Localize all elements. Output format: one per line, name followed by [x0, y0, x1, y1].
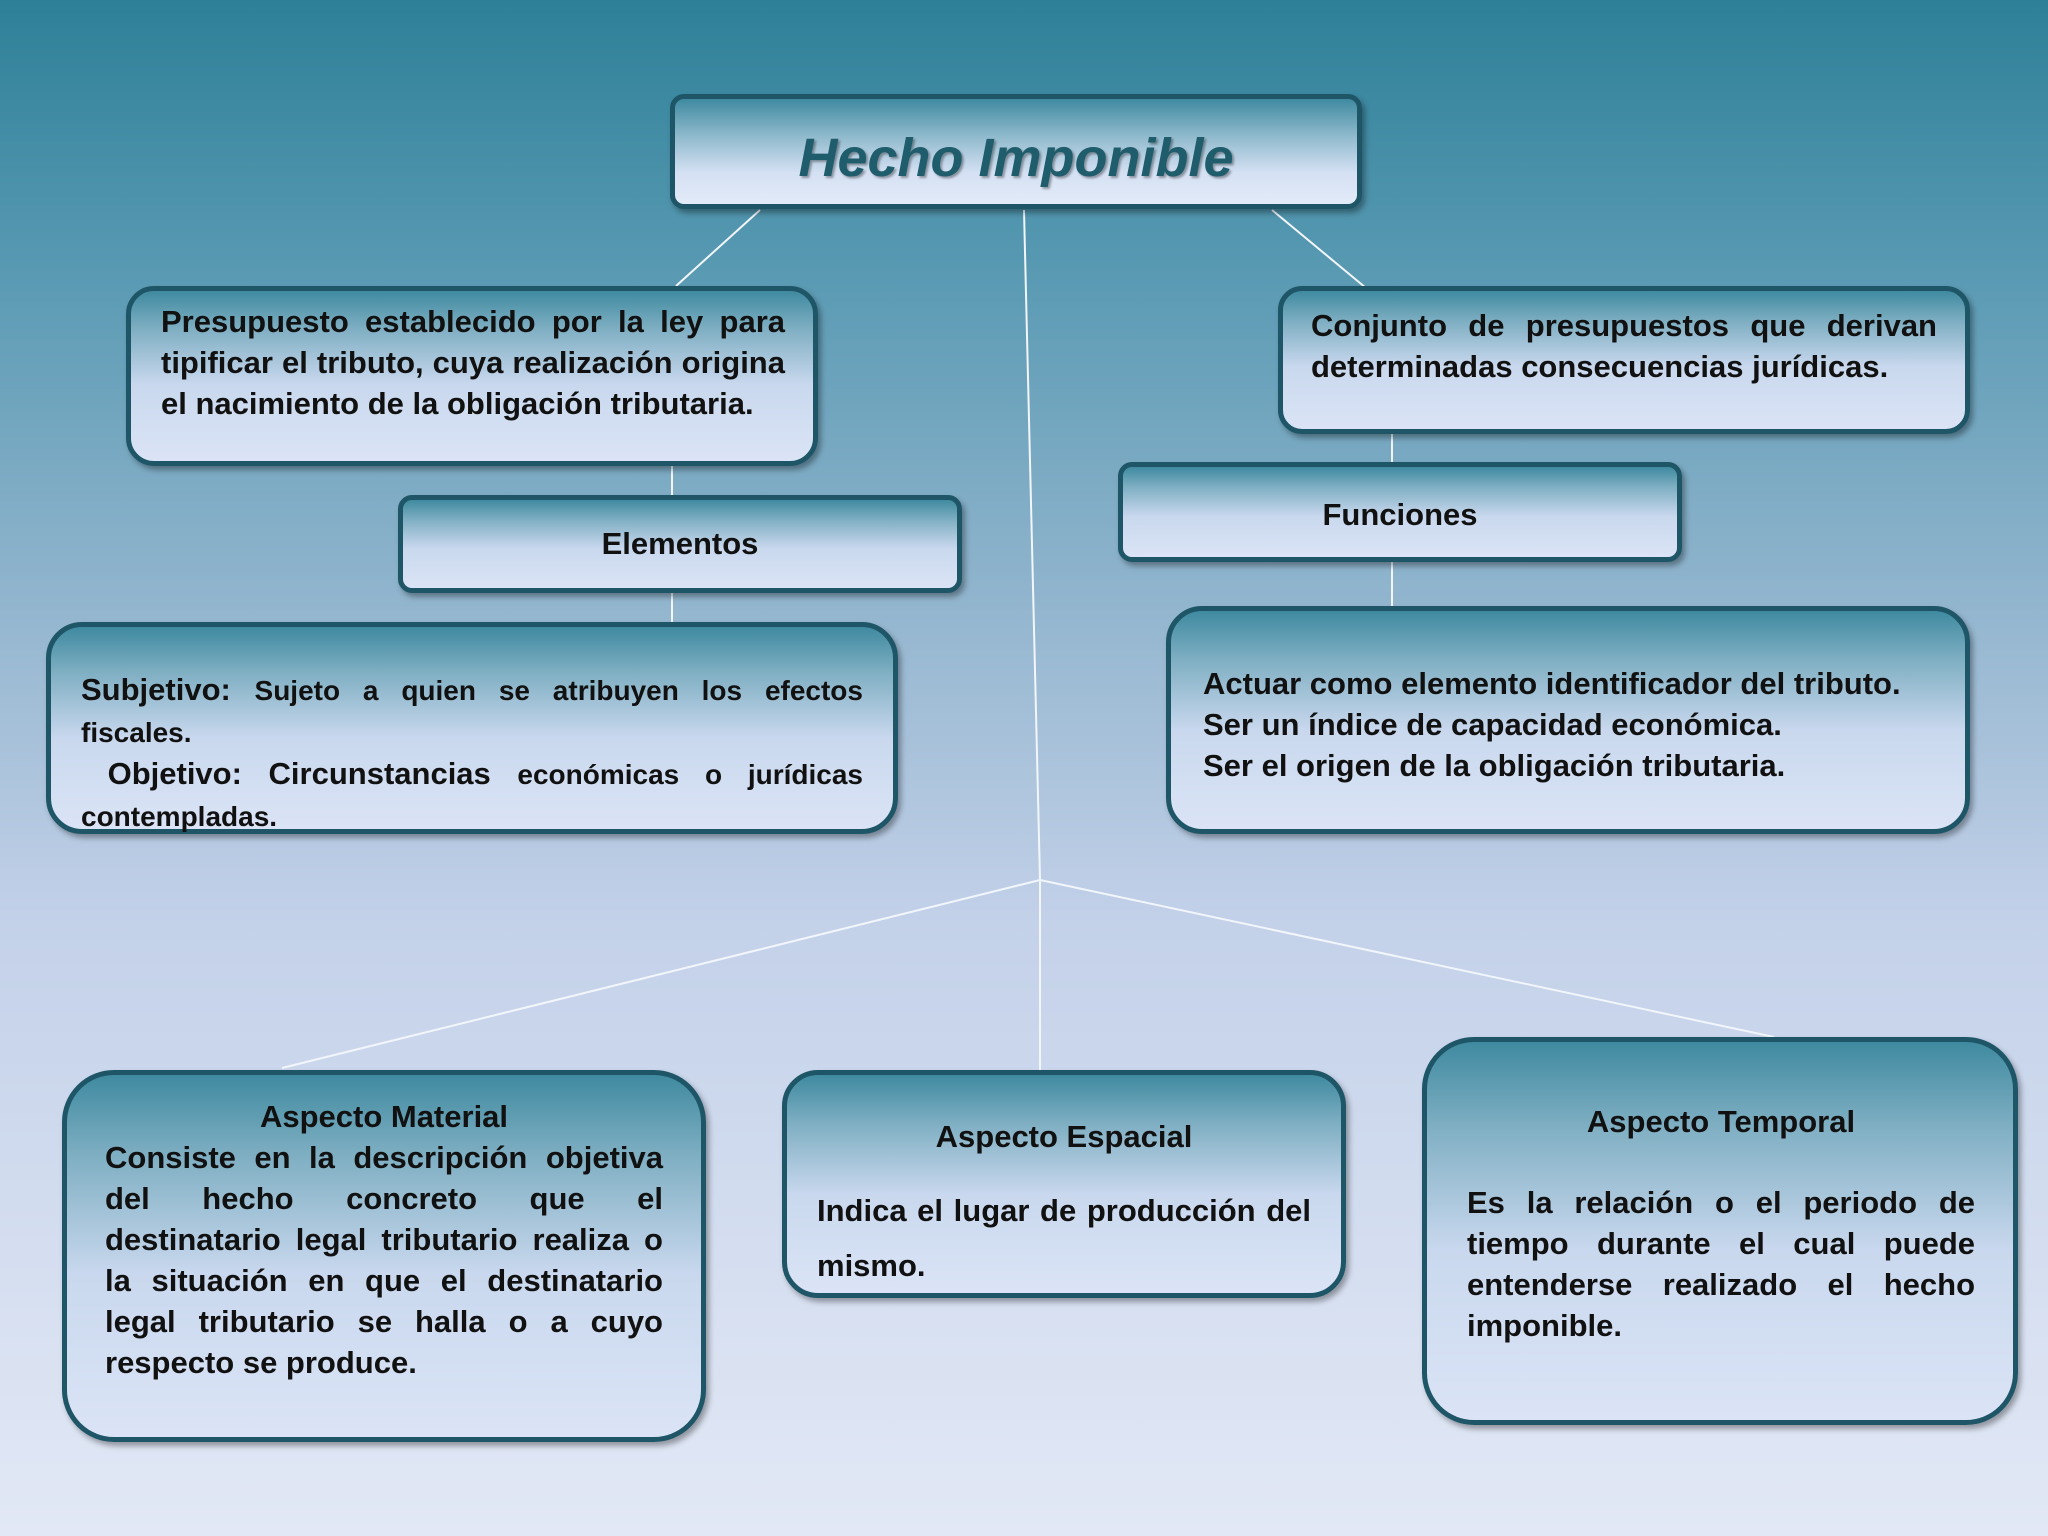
elementos-box: [398, 495, 962, 593]
definition-left-text: Presupuesto establecido por la ley para tipificar el tributo, cuya realización origina el nacimiento de la obligación tributaria.: [161, 304, 785, 421]
aspecto-temporal-box: [1422, 1037, 2018, 1425]
elementos-detail-box: [46, 622, 898, 834]
connector-title-trunk: [1024, 210, 1040, 880]
objetivo-text-small: económicas o jurídicas contempladas.: [81, 759, 863, 832]
funciones-line-1: Actuar como elemento identificador del tributo.: [1203, 666, 1901, 701]
subjetivo-text: Sujeto a quien se atribuyen los efectos fiscales.: [81, 675, 863, 748]
funciones-label: Funciones: [1322, 497, 1478, 532]
aspecto-espacial-text: Indica el lugar de producción del mismo.: [817, 1193, 1311, 1283]
definition-right-text: Conjunto de presupuestos que derivan determinadas consecuencias jurídicas.: [1311, 308, 1937, 384]
aspecto-material-title: Aspecto Material: [259, 1099, 509, 1134]
elementos-label: Elementos: [601, 526, 759, 561]
funciones-detail-box: [1166, 606, 1970, 834]
objetivo-label: Objetivo:: [107, 756, 242, 791]
diagram-title: Hecho Imponible: [798, 128, 1234, 188]
funciones-box: [1118, 462, 1682, 562]
aspecto-temporal-title: Aspecto Temporal: [1586, 1104, 1856, 1139]
aspecto-temporal-text: Es la relación o el periodo de tiempo durante el cual puede entenderse realizado el hecho imponible.: [1467, 1185, 1975, 1343]
funciones-line-2: Ser un índice de capacidad económica.: [1203, 707, 1782, 742]
subjetivo-label: Subjetivo:: [81, 672, 231, 707]
connector-branch-material: [282, 880, 1040, 1068]
aspecto-material-text: Consiste en la descripción objetiva del hecho concreto que el destinatario legal tributario realiza o la situación en que el destinatario legal tributario se halla o a cuyo respecto se produce.: [105, 1140, 663, 1380]
title-box: [670, 94, 1362, 209]
aspecto-espacial-title: Aspecto Espacial: [935, 1119, 1193, 1154]
definition-right-box: [1278, 286, 1970, 434]
definition-left-box: [126, 286, 818, 466]
objetivo-text-big: Circunstancias: [268, 756, 491, 791]
aspecto-espacial-box: [782, 1070, 1346, 1298]
connector-title-left: [676, 210, 760, 286]
connector-title-right: [1272, 210, 1366, 288]
connector-branch-temporal: [1040, 880, 1774, 1037]
elementos-detail-text: [81, 669, 863, 837]
funciones-line-3: Ser el origen de la obligación tributaria.: [1203, 748, 1786, 783]
aspecto-material-box: [62, 1070, 706, 1442]
